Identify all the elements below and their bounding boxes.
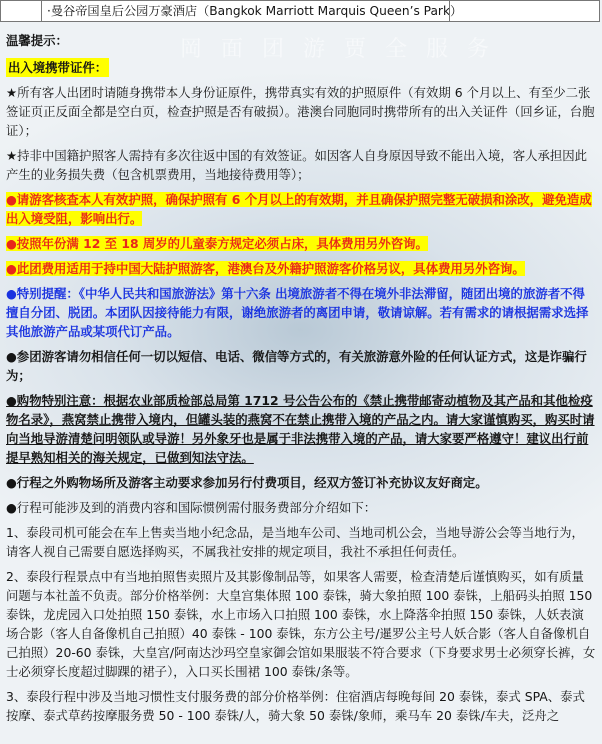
tips-heading: 温馨提示： <box>6 33 68 48</box>
hotel-table-row <box>0 0 600 22</box>
notice-fraud-warning: ●参团游客请勿相信任何一切以短信、电话、微信等方式的，有关旅游意外险的任何认证方式，这是诈骗行为； <box>6 349 587 383</box>
table-cell-divider <box>449 1 450 21</box>
travel-notice <box>6 27 596 731</box>
notice-passport-validity: ●请游客核查本人有效护照，确保护照有 6 个月以上的有效期，并且确保护照完整无破损和涂改，避免造成出入境受阻，影响出行。 <box>6 192 592 226</box>
notice-shopping-customs: ●购物特别注意：根据农业部质检部总局第 1712 号公告公布的《禁止携带邮寄动植物及其产品和其他检疫物名录》，燕窝禁止携带入境内，但罐头装的燕窝不在禁止携带入境的产品之内。请大家谨慎购买，购买时请向当地导游清楚问明领队或导游！另外象牙也是属于非法携带入境的产品，请大家要严格遵守！建议出行前提早熟知相关的海关规定，已做到知法守法。 <box>6 393 595 465</box>
notice-price-scope: ●此团费用适用于持中国大陆护照游客，港澳台及外籍护照游客价格另议，具体费用另外咨询。 <box>6 261 525 276</box>
section-title-documents: 出入境携带证件： <box>8 60 108 75</box>
table-cell-left <box>1 1 42 21</box>
hotel-name: ·曼谷帝国皇后公园万豪酒店（Bangkok Marriott Marquis Queen’s Park） <box>47 4 463 18</box>
paragraph-service-fees: 3、泰段行程中涉及当地习惯性支付服务费的部分价格举例：住宿酒店每晚每间 20 泰铢，泰式 SPA、泰式按摩、泰式草药按摩服务费 50 - 100 泰铢/人，骑大象 50 泰铢/象师，乘马车 20 泰铢/车夫，泛舟之 <box>6 689 585 723</box>
paragraph-id-requirements: ★所有客人出团时请随身携带本人身份证原件，携带真实有效的护照原件（有效期 6 个月以上、有至少二张签证页正反面全都是空白页，检查护照是否有破损）。港澳台同胞同时携带所有的出入关证件（回乡证，台胞证）； <box>6 85 595 138</box>
notice-extra-activities: ●行程之外购物场所及游客主动要求参加另行付费项目，经双方签订补充协议友好商定。 <box>6 475 488 490</box>
background-watermark: 岡 面 团 游 贾 全 服 务 <box>180 37 495 62</box>
paragraph-photo-prices: 2、泰段行程景点中有当地拍照售卖照片及其影像制品等，如果客人需要，检查清楚后谨慎购买，如有质量问题与本社盖不负责。部分价格举例：大皇宫集体照 100 泰铢，骑大象拍照 100 泰铢，上船码头拍照 150 泰铢，龙虎园入口处拍照 150 泰铢，水上市场入口拍照 100 泰铢，水上降落伞拍照 150 泰铢，人妖表演场合影（客人自备像机自己拍照）40 泰铢 - 100 泰铢，东方公主号/暹罗公主号人妖合影（客人自备像机自己拍照）20-60 泰铢，大皇宫/阿南达沙玛空皇家御会馆如果服装不符合要求（下身要求男士必须穿长裤，女士必须穿长度超过脚踝的裙子），入口买长围裙 100 泰铢/条等。 <box>6 569 596 679</box>
paragraph-fees-intro: ●行程可能涉及到的消费内容和国际惯例需付服务费部分介绍如下： <box>6 500 377 515</box>
paragraph-driver-souvenirs: 1、泰段司机可能会在车上售卖当地小纪念品，是当地车公司、当地司机公会，当地导游公会等当地行为，请客人视自己需要自愿选择购买，不属我社安排的规定项目，我社不承担任何责任。 <box>6 525 584 559</box>
notice-child-bed: ●按照年份满 12 至 18 周岁的儿童泰方规定必须占床，具体费用另外咨询。 <box>6 236 428 251</box>
paragraph-foreign-passport: ★持非中国籍护照客人需持有多次往返中国的有效签证。如因客人自身原因导致不能出入境，客人承担因此产生的业务损失费（包含机票费用，当地接待费用等）； <box>6 148 588 182</box>
notice-tourism-law: ●特别提醒：《中华人民共和国旅游法》第十六条 出境旅游者不得在境外非法滞留，随团出境的旅游者不得擅自分团、脱团。本团队因接待能力有限，谢绝旅游者的离团申请，敬请谅解。若有需求的请根据需求选择其他旅游产品或某项代订产品。 <box>6 286 589 339</box>
